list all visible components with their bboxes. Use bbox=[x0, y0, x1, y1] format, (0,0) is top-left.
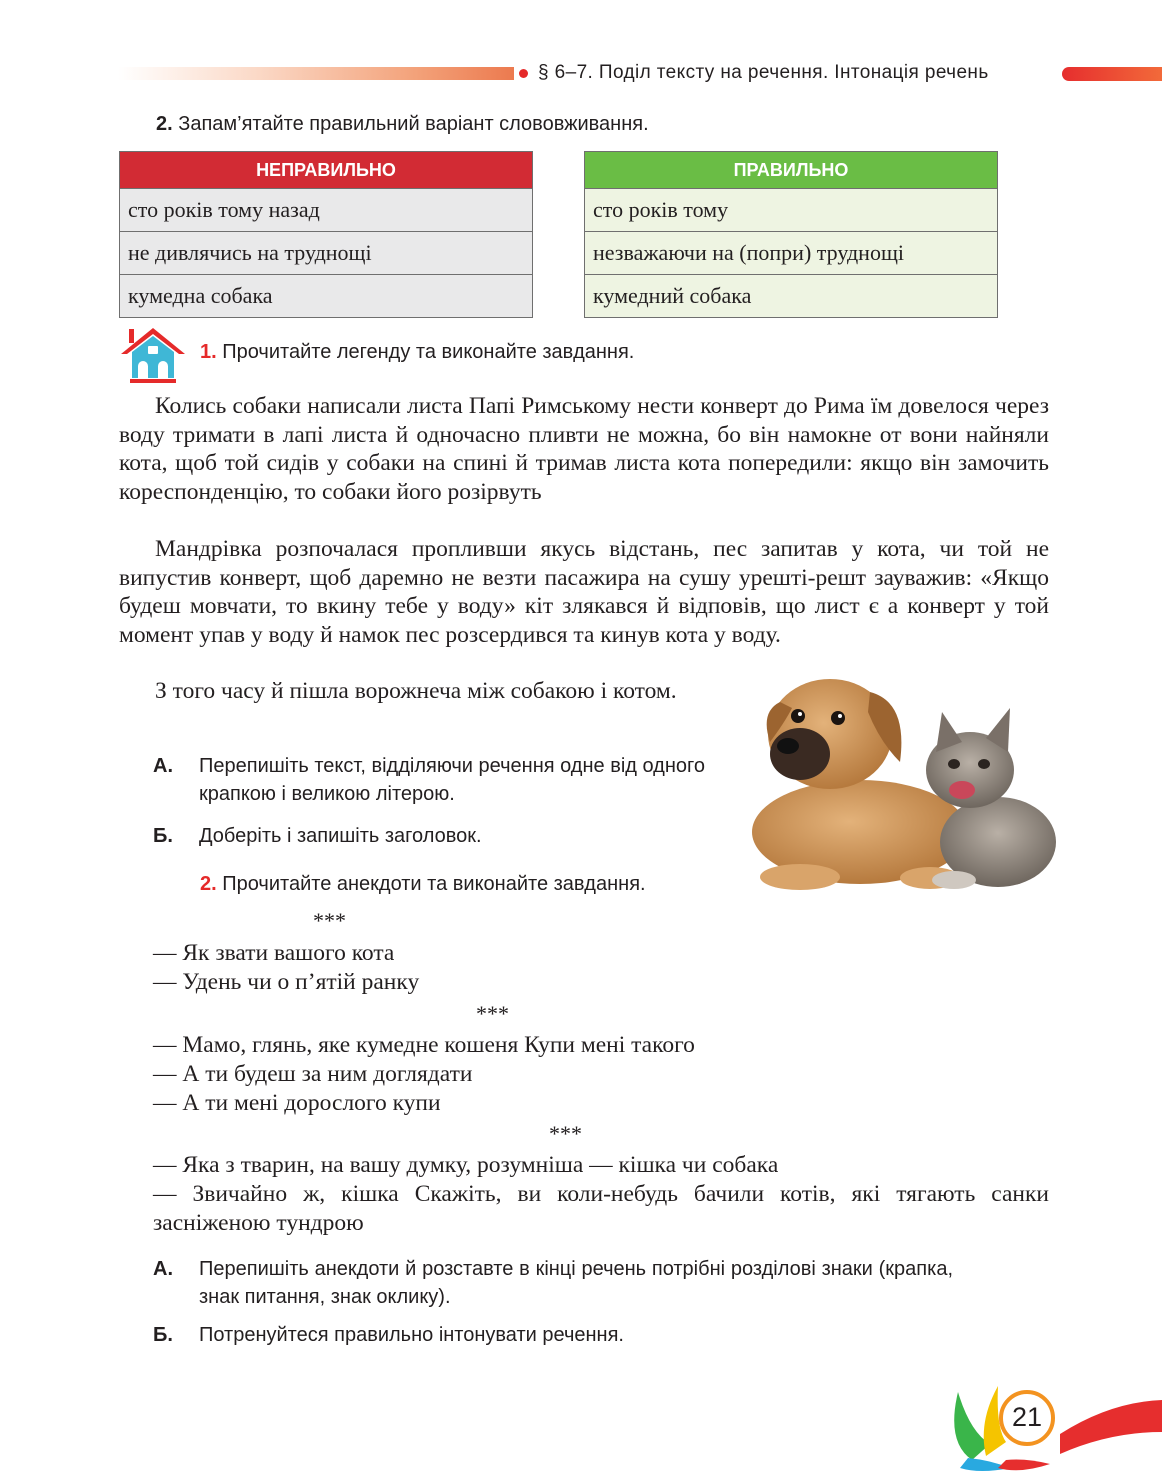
task-number: 2. bbox=[200, 873, 217, 895]
task-text: Доберіть і запишіть заголовок. bbox=[199, 825, 482, 847]
table-row: кумедна собака bbox=[120, 275, 533, 318]
table-row: незважаючи на (попри) труднощі bbox=[585, 232, 998, 275]
task-letter: Б. bbox=[153, 1324, 173, 1346]
task-number: 2. bbox=[156, 113, 173, 135]
joke-line: — А ти будеш за ним доглядати bbox=[153, 1061, 473, 1087]
header-bullet bbox=[519, 69, 528, 78]
legend-task-b bbox=[153, 822, 705, 850]
task-letter: А. bbox=[153, 1258, 173, 1280]
table-header-right: ПРАВИЛЬНО bbox=[585, 152, 998, 189]
task-letter: Б. bbox=[153, 825, 173, 847]
joke-separator: *** bbox=[476, 1001, 509, 1026]
table-header-wrong: НЕПРАВИЛЬНО bbox=[120, 152, 533, 189]
joke-line: — Як звати вашого кота bbox=[153, 940, 395, 966]
home-icon bbox=[118, 324, 188, 384]
header-gradient-bar bbox=[118, 67, 514, 80]
page-number: 21 bbox=[1011, 1402, 1043, 1432]
section-title: § 6–7. Поділ тексту на речення. Інтонація речень bbox=[538, 62, 989, 83]
legend-task-a bbox=[153, 752, 705, 808]
table-row: кумедний собака bbox=[585, 275, 998, 318]
header-accent-bar bbox=[1062, 67, 1162, 81]
table-row: сто років тому назад bbox=[120, 189, 533, 232]
joke-task-a bbox=[153, 1255, 953, 1311]
task-letter: А. bbox=[153, 755, 173, 777]
task-number: 1. bbox=[200, 341, 217, 363]
task-text: Перепишіть анекдоти й розставте в кінці речень потрібні розділові знаки (крапка, знак питання, знак оклику). bbox=[199, 1258, 953, 1308]
anecdote-task bbox=[200, 873, 646, 896]
legend-paragraph-2 bbox=[119, 535, 1049, 649]
task-text: Потренуйтеся правильно інтонувати речення. bbox=[199, 1324, 624, 1346]
paragraph-text: З того часу й пішла ворожнеча між собакою і котом. bbox=[155, 678, 677, 704]
joke-line: — Удень чи о п’ятій ранку bbox=[153, 969, 420, 995]
puppy-and-kitten-image bbox=[740, 672, 1062, 892]
joke-task-b bbox=[153, 1321, 953, 1349]
joke-line: — А ти мені дорослого купи bbox=[153, 1090, 441, 1116]
table-row: не дивлячись на труднощі bbox=[120, 232, 533, 275]
task-text: Запам’ятайте правильний варіант слововживання. bbox=[178, 113, 649, 135]
joke-separator: *** bbox=[313, 908, 346, 933]
legend-paragraph-1 bbox=[119, 392, 1049, 506]
page-number-logo bbox=[940, 1372, 1162, 1474]
joke-line: — Мамо, глянь, яке кумедне кошеня Купи мені такого bbox=[153, 1032, 695, 1058]
wrong-usage-table bbox=[119, 151, 533, 318]
joke-separator: *** bbox=[549, 1121, 582, 1146]
home-task bbox=[200, 341, 634, 364]
task-text: Перепишіть текст, відділяючи речення одне від одного крапкою і великою літерою. bbox=[199, 755, 705, 805]
task-2 bbox=[156, 113, 649, 136]
paragraph-text: Мандрівка розпочалася пропливши якусь відстань, пес запитав у кота, чи той не випустив конверт, щоб даремно не везти пасажира на сушу урешті-решт зауважив: «Якщо будеш мовчати, то вкину тебе у воду» кіт злякався й відповів, що лист є а конверт у той момент упав у воду й намок пес розсердився та кинув кота у воду. bbox=[119, 536, 1049, 648]
task-text: Прочитайте анекдоти та виконайте завдання. bbox=[222, 873, 646, 895]
table-row: сто років тому bbox=[585, 189, 998, 232]
task-text: Прочитайте легенду та виконайте завдання. bbox=[222, 341, 635, 363]
joke-line-wrapped: — Звичайно ж, кішка Скажіть, ви коли-небудь бачили котів, які тягають санки засніженою тундрою bbox=[153, 1181, 1049, 1236]
right-usage-table bbox=[584, 151, 998, 318]
legend-paragraph-3 bbox=[119, 677, 705, 706]
paragraph-text: Колись собаки написали листа Папі Римському нести конверт до Рима їм довелося через воду тримати в лапі листа й одночасно пливти не можна, бо він намокне от вони найняли кота, щоб той сидів у собаки на спині й тримав листа кота попередили: якщо він замочить кореспонденцію, то собаки його розірвуть bbox=[119, 393, 1049, 505]
joke-line: — Яка з тварин, на вашу думку, розумніша — кішка чи собака bbox=[153, 1152, 779, 1178]
